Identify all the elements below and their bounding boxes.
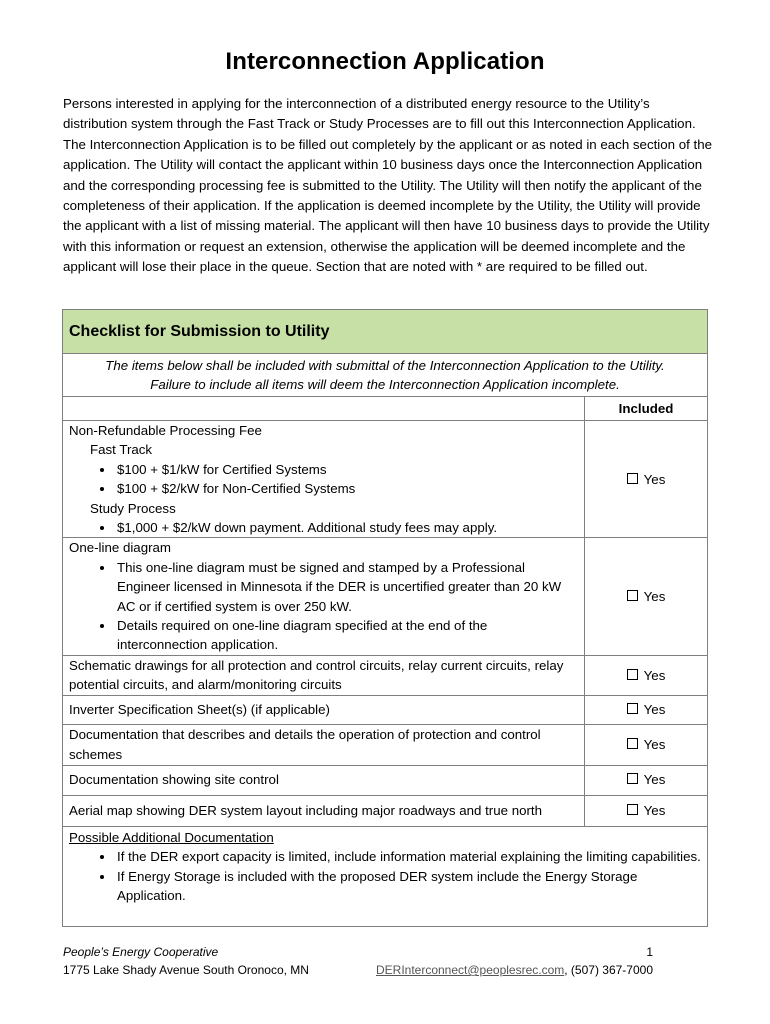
checkbox-icon[interactable]: [627, 669, 638, 680]
additional-title: Possible Additional Documentation: [69, 829, 274, 845]
yes-checkbox-schematic[interactable]: [585, 655, 708, 695]
yes-label: Yes: [643, 588, 666, 604]
checkbox-icon[interactable]: [627, 804, 638, 815]
included-header: Included: [585, 397, 708, 421]
yes-checkbox-inverter[interactable]: [585, 695, 708, 724]
table-row: [63, 795, 708, 826]
yes-label: Yes: [643, 701, 666, 717]
fast-track-label: Fast Track: [90, 442, 153, 458]
checkbox-icon[interactable]: [627, 473, 638, 484]
footer-address: 1775 Lake Shady Avenue South Oronoco, MN: [63, 963, 309, 977]
checklist-note-line1: The items below shall be included with submittal of the Interconnection Application to the Utility.: [105, 357, 665, 373]
yes-label: Yes: [643, 736, 666, 752]
checkbox-icon[interactable]: [627, 738, 638, 749]
checkbox-icon[interactable]: [627, 703, 638, 714]
list-item: • If Energy Storage is included with the proposed DER system include the Energy Storage Application.: [115, 867, 701, 906]
table-row-processing-fee: [63, 421, 708, 538]
yes-checkbox-oneline[interactable]: [585, 538, 708, 655]
list-item: • $100 + $1/kW for Certified Systems: [115, 460, 578, 479]
yes-checkbox-protection[interactable]: [585, 724, 708, 765]
yes-label: Yes: [643, 667, 666, 683]
intro-paragraph: Persons interested in applying for the interconnection of a distributed energy resource to the Utility’s distribution system through the Fast Track or Study Processes are to fill out this Interconnection Application. The Interconnection Application is to be filled out completely by the applicant or as noted in each section of the application. The Utility will contact the applicant within 10 business days once the Interconnection Application and the corresponding processing fee is submitted to the Utility. The Utility will then notify the applicant of the completeness of their application. If the application is deemed incomplete by the Utility, the Utility will provide the applicant with a list of missing material. The applicant will then have 10 business days to provide the Utility with this information or request an extension, otherwise the application will be deemed incomplete and the applicant will lose their place in the queue. Section that are noted with * are required to be filled out.: [63, 96, 712, 275]
row-text: Inverter Specification Sheet(s) (if applicable): [63, 695, 585, 724]
list-item: • If the DER export capacity is limited, include information material explaining the limiting capabilities.: [115, 847, 701, 866]
footer-org: People’s Energy Cooperative: [63, 945, 219, 959]
table-row: [63, 765, 708, 795]
yes-checkbox-aerial-map[interactable]: [585, 795, 708, 826]
yes-checkbox-site-control[interactable]: [585, 765, 708, 795]
blank-header-cell: [63, 397, 585, 421]
table-row: [63, 695, 708, 724]
row-text: Documentation showing site control: [63, 765, 585, 795]
footer-phone: , (507) 367-7000: [564, 963, 653, 977]
page-title: Interconnection Application: [225, 48, 545, 75]
list-item: • This one-line diagram must be signed and stamped by a Professional Engineer licensed in Minnesota if the DER is uncertified greater than 20 kW AC or if certified system is over 250 kW.: [115, 558, 578, 616]
checklist-heading: Checklist for Submission to Utility: [63, 310, 708, 354]
footer-contact: [376, 961, 653, 979]
table-row-one-line-diagram: [63, 538, 708, 655]
fee-title: Non-Refundable Processing Fee: [69, 423, 262, 438]
yes-label: Yes: [643, 802, 666, 818]
row-text: Documentation that describes and details the operation of protection and control schemes: [63, 724, 585, 765]
yes-label: Yes: [643, 772, 666, 788]
list-item: • $100 + $2/kW for Non-Certified Systems: [115, 479, 578, 498]
checkbox-icon[interactable]: [627, 590, 638, 601]
email-link[interactable]: DERInterconnect@peoplesrec.com: [375, 963, 565, 977]
row-text: Aerial map showing DER system layout including major roadways and true north: [63, 795, 585, 826]
yes-label: Yes: [643, 471, 666, 487]
table-row-additional-documentation: [63, 826, 708, 926]
checklist-note-line2: Failure to include all items will deem the Interconnection Application incomplete.: [150, 377, 620, 392]
study-process-label: Study Process: [90, 500, 176, 516]
checklist-table: [62, 309, 708, 927]
table-row: [63, 724, 708, 765]
list-item: • $1,000 + $2/kW down payment. Additional study fees may apply.: [115, 518, 578, 537]
row-text: Schematic drawings for all protection and control circuits, relay current circuits, relay potential circuits, and alarm/monitoring circuits: [63, 655, 585, 695]
yes-checkbox-fee[interactable]: [585, 421, 708, 538]
checkbox-icon[interactable]: [627, 773, 638, 784]
page-footer: [63, 943, 653, 979]
oneline-title: One-line diagram: [69, 540, 171, 556]
table-row: [63, 655, 708, 695]
list-item: • Details required on one-line diagram specified at the end of the interconnection application.: [115, 616, 578, 655]
page-number: 1: [646, 945, 653, 959]
checklist-note: [63, 354, 708, 397]
